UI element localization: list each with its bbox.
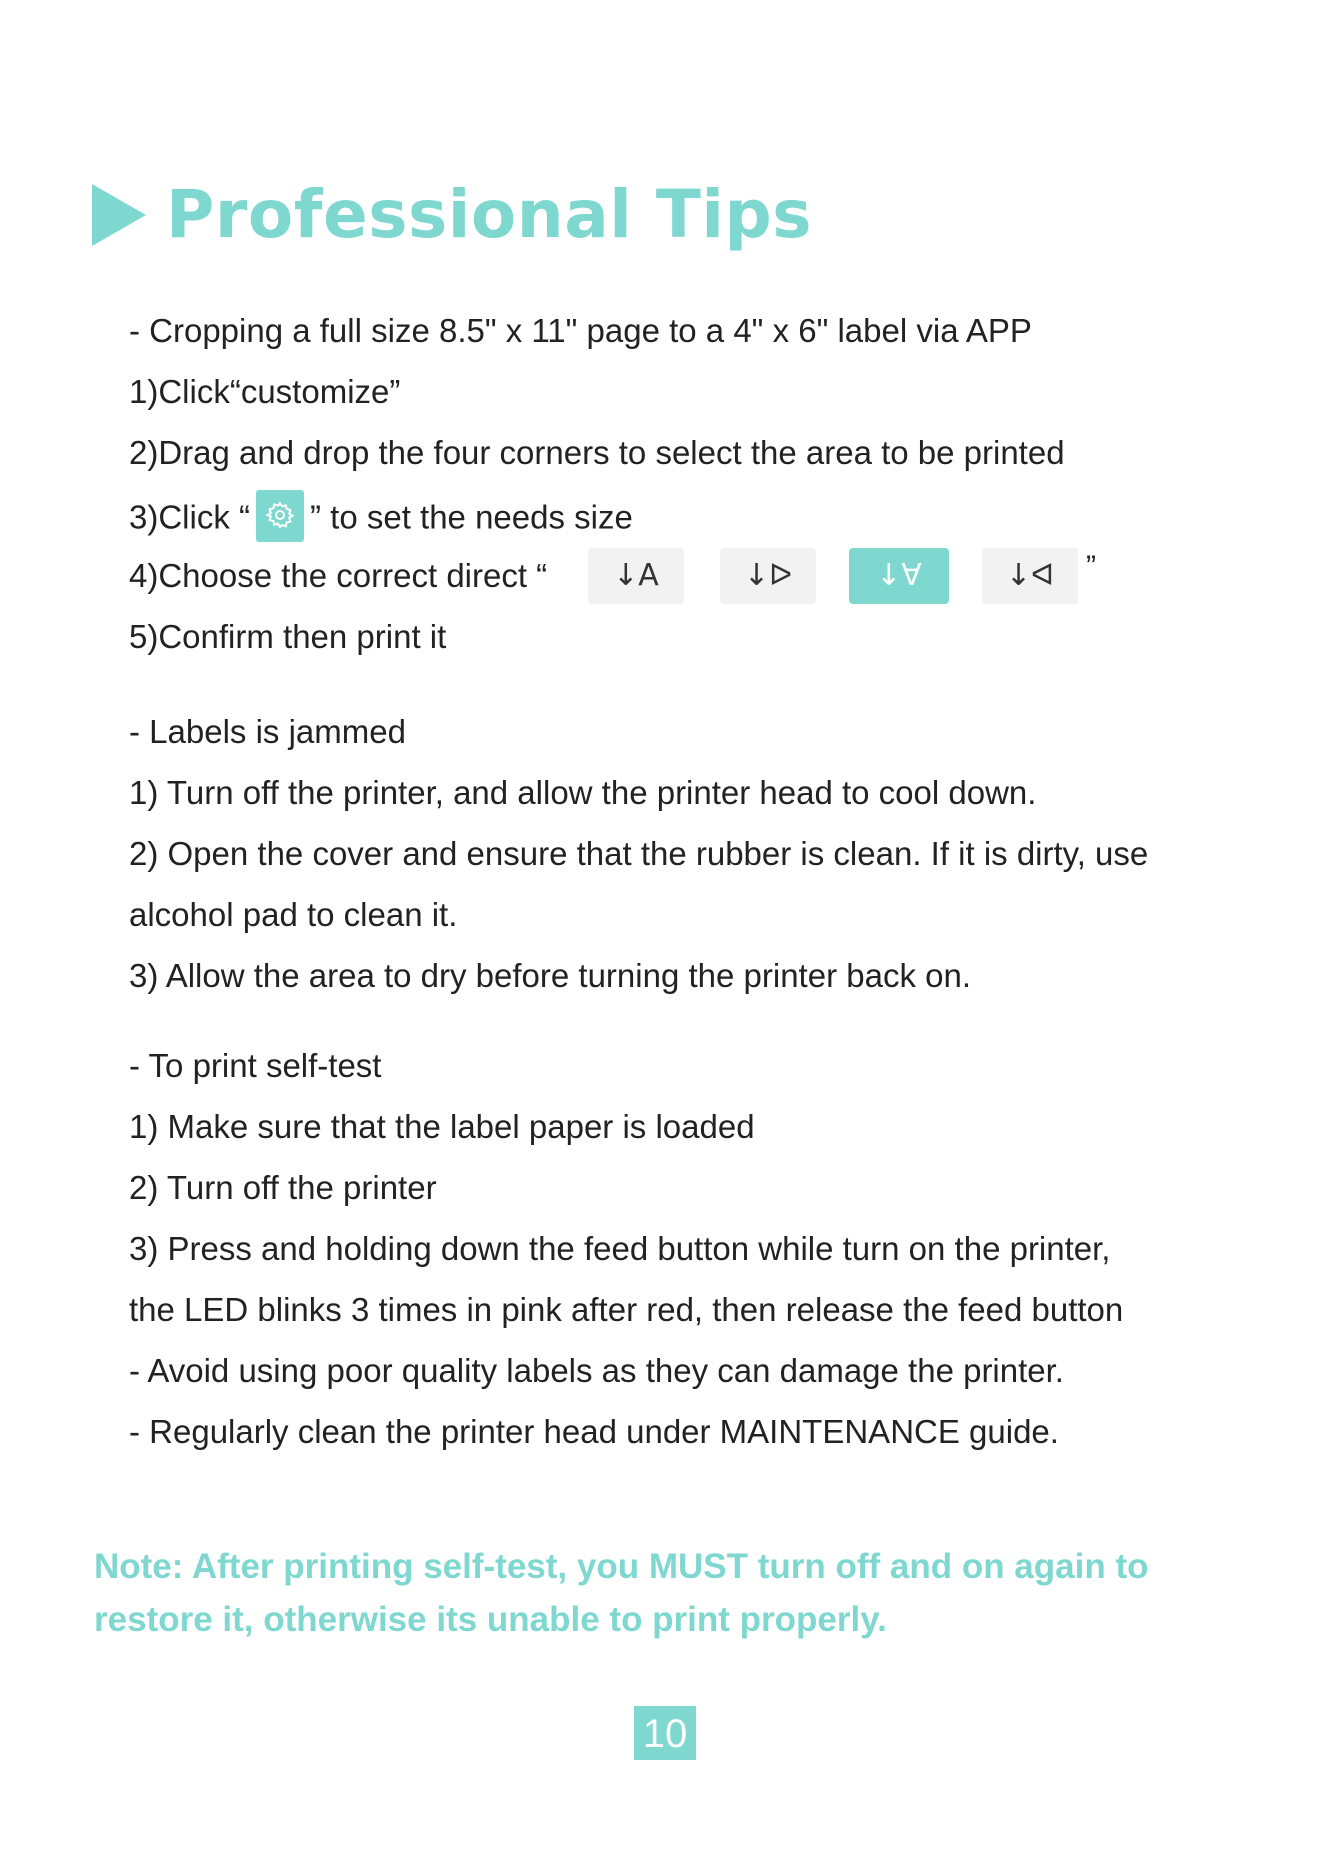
tip-step-1: 1)Click“customize”	[129, 373, 401, 410]
tip-step-5: 5)Confirm then print it	[129, 618, 447, 655]
direction-option-inverted: ↓∀	[849, 548, 949, 604]
tip-clean-printer-head: - Regularly clean the printer head under MAINTENANCE guide.	[129, 1413, 1059, 1450]
tip-jammed-heading: - Labels is jammed	[129, 713, 406, 750]
tip-avoid-poor-labels: - Avoid using poor quality labels as they can damage the printer.	[129, 1352, 1064, 1389]
closing-quote: ”	[1086, 550, 1096, 583]
tip-step-3-pre: 3)Click “	[129, 498, 250, 536]
tip-jammed-step-2-cont: alcohol pad to clean it.	[129, 896, 458, 933]
direction-option-a: ↓A	[588, 548, 684, 604]
tip-step-4: 4)Choose the correct direct “	[129, 557, 548, 594]
tip-step-3	[129, 494, 633, 546]
tip-selftest-step-3: 3) Press and holding down the feed button while turn on the printer,	[129, 1230, 1111, 1267]
tip-jammed-step-2: 2) Open the cover and ensure that the rubber is clean. If it is dirty, use	[129, 835, 1149, 872]
tip-selftest-heading: - To print self-test	[129, 1047, 382, 1084]
tip-cropping-heading: - Cropping a full size 8.5" x 11" page to a 4" x 6" label via APP	[129, 312, 1032, 349]
tip-jammed-step-1: 1) Turn off the printer, and allow the printer head to cool down.	[129, 774, 1037, 811]
note-text: Note: After printing self-test, you MUST turn off and on again to restore it, otherwise its unable to print properly.	[94, 1547, 1149, 1639]
play-triangle-icon	[92, 184, 146, 246]
direction-option-left: ↓ᐊ	[982, 548, 1078, 604]
page-number: 10	[634, 1706, 696, 1760]
tip-selftest-step-1: 1) Make sure that the label paper is loaded	[129, 1108, 755, 1145]
tip-selftest-step-3-cont: the LED blinks 3 times in pink after red, then release the feed button	[129, 1291, 1124, 1328]
tip-selftest-step-2: 2) Turn off the printer	[129, 1169, 437, 1206]
tip-jammed-step-3: 3) Allow the area to dry before turning the printer back on.	[129, 957, 971, 994]
gear-icon	[265, 500, 295, 530]
direction-option-right: ↓ᐅ	[720, 548, 816, 604]
tip-step-2: 2)Drag and drop the four corners to select the area to be printed	[129, 434, 1065, 471]
tip-step-3-post: ” to set the needs size	[310, 498, 633, 536]
settings-button	[256, 490, 304, 542]
page-heading	[92, 176, 812, 253]
page-title: Professional Tips	[166, 176, 813, 253]
